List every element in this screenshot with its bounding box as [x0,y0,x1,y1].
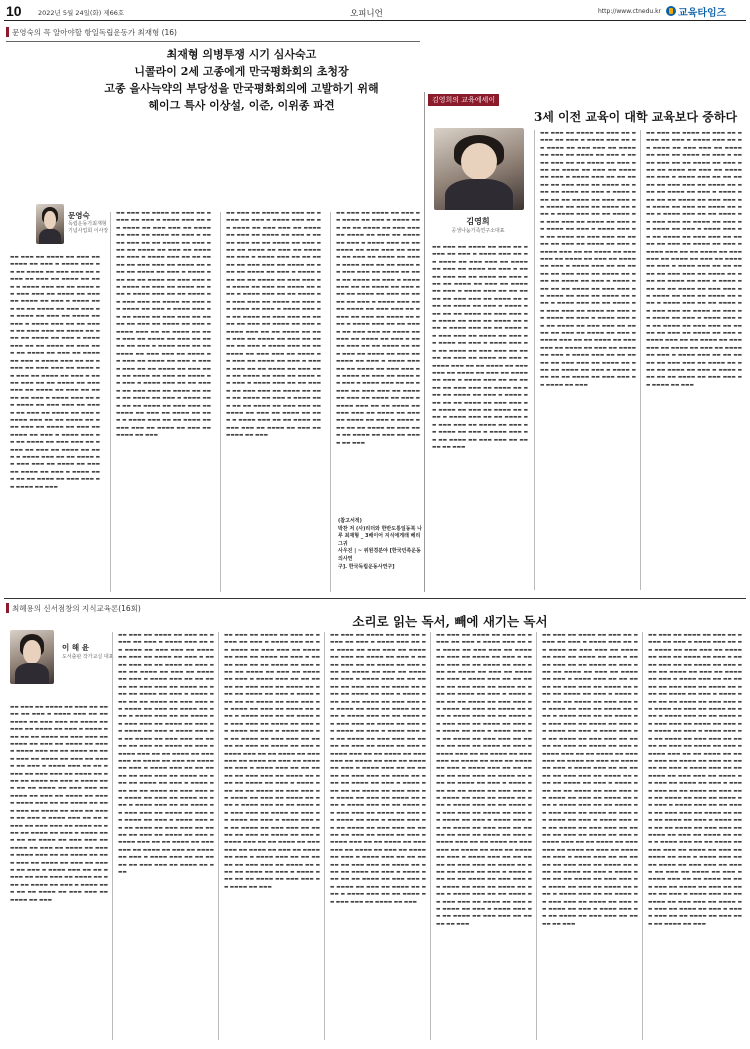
section-rule [4,598,746,599]
author-name: 문영숙 [68,211,90,220]
article-3-body-col-7: ▬▬ ▬▬▬ ▬▬ ▬▬▬▬ ▬▬ ▬▬▬ ▬▬ ▬▬▬▬ ▬▬ ▬▬▬ ▬ ▬▬▬▬ ▬▬▬ ▬▬ ▬▬ ▬▬▬▬ ▬▬ ▬▬▬ ▬▬▬ ▬▬ ▬▬▬▬ ▬▬ ▬▬▬ ▬▬ ▬▬▬▬ ▬▬ ▬▬▬ ▬ ▬▬▬▬ ▬▬▬ ▬▬ ▬▬ ▬▬▬▬ ▬▬ ▬▬▬ ▬▬▬ ▬▬ ▬▬▬▬ ▬▬ ▬▬▬ ▬▬ ▬▬▬▬ ▬▬ ▬▬▬ ▬ ▬▬▬▬ ▬▬▬ ▬▬ ▬▬ ▬▬▬▬ ▬▬ ▬▬▬ ▬▬▬ ▬▬ ▬▬▬▬ ▬▬ ▬▬▬ ▬▬ ▬▬▬▬ ▬▬ ▬▬▬ ▬ ▬▬▬▬ ▬▬▬ ▬▬ ▬▬ ▬▬▬▬ ▬▬ ▬▬▬ ▬▬▬ ▬▬ ▬▬▬▬ ▬▬ ▬▬▬ ▬▬ ▬▬▬▬ ▬▬ ▬▬▬ ▬ ▬▬▬▬ ▬▬▬ ▬▬ ▬▬ ▬▬▬▬ ▬▬ ▬▬▬ ▬▬▬ ▬▬ ▬▬▬▬ ▬▬ ▬▬▬ ▬▬ ▬▬▬▬ ▬▬ ▬▬▬ ▬ ▬▬▬▬ ▬▬▬ ▬▬ ▬▬ ▬▬▬▬ ▬▬ ▬▬▬ ▬▬▬ ▬▬ ▬▬▬▬ ▬▬ ▬▬▬ ▬▬ ▬▬▬▬ ▬▬ ▬▬▬ ▬ ▬▬▬▬ ▬▬▬ ▬▬ ▬▬ ▬▬▬▬ ▬▬ ▬▬▬ ▬▬▬ ▬▬ ▬▬▬▬ ▬▬ ▬▬▬ ▬▬ ▬▬▬▬ ▬▬ ▬▬▬ ▬ ▬▬▬▬ ▬▬▬ ▬▬ ▬▬ ▬▬▬▬ ▬▬ ▬▬▬ ▬▬▬ ▬▬ ▬▬▬▬ ▬▬ ▬▬▬ ▬▬ ▬▬▬▬ ▬▬ ▬▬▬ ▬ ▬▬▬▬ ▬▬▬ ▬▬ ▬▬ ▬▬▬▬ ▬▬ ▬▬▬ ▬▬▬ ▬▬ ▬▬▬▬ ▬▬ ▬▬▬ ▬▬ ▬▬▬▬ ▬▬ ▬▬▬ ▬ ▬▬▬▬ ▬▬▬ ▬▬ ▬▬ ▬▬▬▬ ▬▬ ▬▬▬ ▬▬▬ ▬▬ ▬▬▬▬ ▬▬ ▬▬▬ ▬▬ ▬▬▬▬ ▬▬ ▬▬▬ ▬ ▬▬▬▬ ▬▬▬ ▬▬ ▬▬ ▬▬▬▬ ▬▬ ▬▬▬ ▬▬▬ ▬▬ ▬▬▬▬ ▬▬ ▬▬▬ ▬▬ ▬▬▬▬ ▬▬ ▬▬▬ ▬ ▬▬▬▬ ▬▬▬ ▬▬ ▬▬ ▬▬▬▬ ▬▬ ▬▬▬ ▬▬▬ ▬▬ ▬▬▬▬ ▬▬ ▬▬▬ ▬▬ ▬▬▬▬ ▬▬ ▬▬▬ ▬ ▬▬▬▬ ▬▬▬ ▬▬ ▬▬ ▬▬▬▬ ▬▬ ▬▬▬ ▬▬▬ ▬▬ ▬▬▬▬ ▬▬ ▬▬▬ ▬▬ ▬▬▬▬ ▬▬ ▬▬▬ ▬ ▬▬▬▬ ▬▬▬ ▬▬ ▬▬ ▬▬▬▬ ▬▬ ▬▬▬ ▬▬▬ ▬▬ ▬▬▬▬ ▬▬ ▬▬▬ ▬▬ ▬▬▬▬ ▬▬ ▬▬▬ ▬ ▬▬▬▬ ▬▬▬ ▬▬ ▬▬ ▬▬▬▬ ▬▬ ▬▬▬ ▬▬▬ ▬▬ ▬▬▬▬ ▬▬ ▬▬▬ ▬▬ ▬▬▬▬ ▬▬ ▬▬▬ ▬ ▬▬▬▬ ▬▬▬ ▬▬ ▬▬ ▬▬▬▬ ▬▬ ▬▬▬ ▬▬▬ ▬▬ ▬▬▬▬ ▬▬ ▬▬▬ [648,633,742,927]
kicker-bar [6,603,9,613]
kicker-bar [6,27,9,37]
article-3-body-col-6: ▬▬ ▬▬▬ ▬▬ ▬▬▬▬ ▬▬ ▬▬▬ ▬▬ ▬▬▬▬ ▬▬ ▬▬▬ ▬ ▬▬▬▬ ▬▬▬ ▬▬ ▬▬ ▬▬▬▬ ▬▬ ▬▬▬ ▬▬▬ ▬▬ ▬▬▬▬ ▬▬ ▬▬▬ ▬▬ ▬▬▬▬ ▬▬ ▬▬▬ ▬ ▬▬▬▬ ▬▬▬ ▬▬ ▬▬ ▬▬▬▬ ▬▬ ▬▬▬ ▬▬▬ ▬▬ ▬▬▬▬ ▬▬ ▬▬▬ ▬▬ ▬▬▬▬ ▬▬ ▬▬▬ ▬ ▬▬▬▬ ▬▬▬ ▬▬ ▬▬ ▬▬▬▬ ▬▬ ▬▬▬ ▬▬▬ ▬▬ ▬▬▬▬ ▬▬ ▬▬▬ ▬▬ ▬▬▬▬ ▬▬ ▬▬▬ ▬ ▬▬▬▬ ▬▬▬ ▬▬ ▬▬ ▬▬▬▬ ▬▬ ▬▬▬ ▬▬▬ ▬▬ ▬▬▬▬ ▬▬ ▬▬▬ ▬▬ ▬▬▬▬ ▬▬ ▬▬▬ ▬ ▬▬▬▬ ▬▬▬ ▬▬ ▬▬ ▬▬▬▬ ▬▬ ▬▬▬ ▬▬▬ ▬▬ ▬▬▬▬ ▬▬ ▬▬▬ ▬▬ ▬▬▬▬ ▬▬ ▬▬▬ ▬ ▬▬▬▬ ▬▬▬ ▬▬ ▬▬ ▬▬▬▬ ▬▬ ▬▬▬ ▬▬▬ ▬▬ ▬▬▬▬ ▬▬ ▬▬▬ ▬▬ ▬▬▬▬ ▬▬ ▬▬▬ ▬ ▬▬▬▬ ▬▬▬ ▬▬ ▬▬ ▬▬▬▬ ▬▬ ▬▬▬ ▬▬▬ ▬▬ ▬▬▬▬ ▬▬ ▬▬▬ ▬▬ ▬▬▬▬ ▬▬ ▬▬▬ ▬ ▬▬▬▬ ▬▬▬ ▬▬ ▬▬ ▬▬▬▬ ▬▬ ▬▬▬ ▬▬▬ ▬▬ ▬▬▬▬ ▬▬ ▬▬▬ ▬▬ ▬▬▬▬ ▬▬ ▬▬▬ ▬ ▬▬▬▬ ▬▬▬ ▬▬ ▬▬ ▬▬▬▬ ▬▬ ▬▬▬ ▬▬▬ ▬▬ ▬▬▬▬ ▬▬ ▬▬▬ ▬▬ ▬▬▬▬ ▬▬ ▬▬▬ ▬ ▬▬▬▬ ▬▬▬ ▬▬ ▬▬ ▬▬▬▬ ▬▬ ▬▬▬ ▬▬▬ ▬▬ ▬▬▬▬ ▬▬ ▬▬▬ ▬▬ ▬▬▬▬ ▬▬ ▬▬▬ ▬ ▬▬▬▬ ▬▬▬ ▬▬ ▬▬ ▬▬▬▬ ▬▬ ▬▬▬ ▬▬▬ ▬▬ ▬▬▬▬ ▬▬ ▬▬▬ ▬▬ ▬▬▬▬ ▬▬ ▬▬▬ ▬ ▬▬▬▬ ▬▬▬ ▬▬ ▬▬ ▬▬▬▬ ▬▬ ▬▬▬ ▬▬▬ ▬▬ ▬▬▬▬ ▬▬ ▬▬▬ ▬▬ ▬▬▬▬ ▬▬ ▬▬▬ ▬ ▬▬▬▬ ▬▬▬ ▬▬ ▬▬ ▬▬▬▬ ▬▬ ▬▬▬ ▬▬▬ ▬▬ ▬▬▬▬ ▬▬ ▬▬▬ ▬▬ ▬▬▬▬ ▬▬ ▬▬▬ ▬ ▬▬▬▬ ▬▬▬ ▬▬ ▬▬ ▬▬▬▬ ▬▬ ▬▬▬ ▬▬▬ ▬▬ ▬▬▬▬ ▬▬ ▬▬▬ ▬▬ ▬▬▬▬ ▬▬ ▬▬▬ ▬ ▬▬▬▬ ▬▬▬ ▬▬ ▬▬ ▬▬▬▬ ▬▬ ▬▬▬ ▬▬▬ ▬▬ ▬▬▬▬ ▬▬ ▬▬▬ ▬▬ ▬▬▬▬ ▬▬ ▬▬▬ ▬ ▬▬▬▬ ▬▬▬ ▬▬ ▬▬ ▬▬▬▬ ▬▬ ▬▬▬ ▬▬▬ ▬▬ ▬▬▬▬ ▬▬ ▬▬▬ [542,633,638,927]
article-2-kicker: 김영희의 교육에세이 [428,94,499,106]
article-1-body-col-4: ▬▬ ▬▬▬ ▬▬ ▬▬▬▬ ▬▬ ▬▬▬ ▬▬ ▬▬▬▬ ▬▬ ▬▬▬ ▬ ▬▬▬▬ ▬▬▬ ▬▬ ▬▬ ▬▬▬▬ ▬▬ ▬▬▬ ▬▬▬ ▬▬ ▬▬▬▬ ▬▬ ▬▬▬ ▬▬ ▬▬▬▬ ▬▬ ▬▬▬ ▬ ▬▬▬▬ ▬▬▬ ▬▬ ▬▬ ▬▬▬▬ ▬▬ ▬▬▬ ▬▬▬ ▬▬ ▬▬▬▬ ▬▬ ▬▬▬ ▬▬ ▬▬▬▬ ▬▬ ▬▬▬ ▬ ▬▬▬▬ ▬▬▬ ▬▬ ▬▬ ▬▬▬▬ ▬▬ ▬▬▬ ▬▬▬ ▬▬ ▬▬▬▬ ▬▬ ▬▬▬ ▬▬ ▬▬▬▬ ▬▬ ▬▬▬ ▬ ▬▬▬▬ ▬▬▬ ▬▬ ▬▬ ▬▬▬▬ ▬▬ ▬▬▬ ▬▬▬ ▬▬ ▬▬▬▬ ▬▬ ▬▬▬ ▬▬ ▬▬▬▬ ▬▬ ▬▬▬ ▬ ▬▬▬▬ ▬▬▬ ▬▬ ▬▬ ▬▬▬▬ ▬▬ ▬▬▬ ▬▬▬ ▬▬ ▬▬▬▬ ▬▬ ▬▬▬ ▬▬ ▬▬▬▬ ▬▬ ▬▬▬ ▬ ▬▬▬▬ ▬▬▬ ▬▬ ▬▬ ▬▬▬▬ ▬▬ ▬▬▬ ▬▬▬ ▬▬ ▬▬▬▬ ▬▬ ▬▬▬ ▬▬ ▬▬▬▬ ▬▬ ▬▬▬ ▬ ▬▬▬▬ ▬▬▬ ▬▬ ▬▬ ▬▬▬▬ ▬▬ ▬▬▬ ▬▬▬ ▬▬ ▬▬▬▬ ▬▬ ▬▬▬ ▬▬ ▬▬▬▬ ▬▬ ▬▬▬ ▬ ▬▬▬▬ ▬▬▬ ▬▬ ▬▬ ▬▬▬▬ ▬▬ ▬▬▬ ▬▬▬ ▬▬ ▬▬▬▬ ▬▬ ▬▬▬ ▬▬ ▬▬▬▬ ▬▬ ▬▬▬ ▬ ▬▬▬▬ ▬▬▬ ▬▬ ▬▬ ▬▬▬▬ ▬▬ ▬▬▬ ▬▬▬ ▬▬ ▬▬▬▬ ▬▬ ▬▬▬ ▬▬ ▬▬▬▬ ▬▬ ▬▬▬ ▬ ▬▬▬▬ ▬▬▬ ▬▬ ▬▬ ▬▬▬▬ ▬▬ ▬▬▬ ▬▬▬ ▬▬ ▬▬▬▬ ▬▬ ▬▬▬ ▬▬ ▬▬▬▬ ▬▬ ▬▬▬ ▬ ▬▬▬▬ ▬▬▬ ▬▬ ▬▬ ▬▬▬▬ ▬▬ ▬▬▬ ▬▬▬ ▬▬ ▬▬▬▬ ▬▬ ▬▬▬ ▬▬ ▬▬▬▬ ▬▬ ▬▬▬ [336,211,420,446]
author-name: 이 해 윤 [62,643,89,652]
article-1-body-col-3: ▬▬ ▬▬▬ ▬▬ ▬▬▬▬ ▬▬ ▬▬▬ ▬▬ ▬▬▬▬ ▬▬ ▬▬▬ ▬ ▬▬▬▬ ▬▬▬ ▬▬ ▬▬ ▬▬▬▬ ▬▬ ▬▬▬ ▬▬▬ ▬▬ ▬▬▬▬ ▬▬ ▬▬▬ ▬▬ ▬▬▬▬ ▬▬ ▬▬▬ ▬ ▬▬▬▬ ▬▬▬ ▬▬ ▬▬ ▬▬▬▬ ▬▬ ▬▬▬ ▬▬▬ ▬▬ ▬▬▬▬ ▬▬ ▬▬▬ ▬▬ ▬▬▬▬ ▬▬ ▬▬▬ ▬ ▬▬▬▬ ▬▬▬ ▬▬ ▬▬ ▬▬▬▬ ▬▬ ▬▬▬ ▬▬▬ ▬▬ ▬▬▬▬ ▬▬ ▬▬▬ ▬▬ ▬▬▬▬ ▬▬ ▬▬▬ ▬ ▬▬▬▬ ▬▬▬ ▬▬ ▬▬ ▬▬▬▬ ▬▬ ▬▬▬ ▬▬▬ ▬▬ ▬▬▬▬ ▬▬ ▬▬▬ ▬▬ ▬▬▬▬ ▬▬ ▬▬▬ ▬ ▬▬▬▬ ▬▬▬ ▬▬ ▬▬ ▬▬▬▬ ▬▬ ▬▬▬ ▬▬▬ ▬▬ ▬▬▬▬ ▬▬ ▬▬▬ ▬▬ ▬▬▬▬ ▬▬ ▬▬▬ ▬ ▬▬▬▬ ▬▬▬ ▬▬ ▬▬ ▬▬▬▬ ▬▬ ▬▬▬ ▬▬▬ ▬▬ ▬▬▬▬ ▬▬ ▬▬▬ ▬▬ ▬▬▬▬ ▬▬ ▬▬▬ ▬ ▬▬▬▬ ▬▬▬ ▬▬ ▬▬ ▬▬▬▬ ▬▬ ▬▬▬ ▬▬▬ ▬▬ ▬▬▬▬ ▬▬ ▬▬▬ ▬▬ ▬▬▬▬ ▬▬ ▬▬▬ ▬ ▬▬▬▬ ▬▬▬ ▬▬ ▬▬ ▬▬▬▬ ▬▬ ▬▬▬ ▬▬▬ ▬▬ ▬▬▬▬ ▬▬ ▬▬▬ ▬▬ ▬▬▬▬ ▬▬ ▬▬▬ ▬ ▬▬▬▬ ▬▬▬ ▬▬ ▬▬ ▬▬▬▬ ▬▬ ▬▬▬ ▬▬▬ ▬▬ ▬▬▬▬ ▬▬ ▬▬▬ ▬▬ ▬▬▬▬ ▬▬ ▬▬▬ ▬ ▬▬▬▬ ▬▬▬ ▬▬ ▬▬ ▬▬▬▬ ▬▬ ▬▬▬ ▬▬▬ ▬▬ ▬▬▬▬ ▬▬ ▬▬▬ ▬▬ ▬▬▬▬ ▬▬ ▬▬▬ ▬ ▬▬▬▬ ▬▬▬ ▬▬ ▬▬ ▬▬▬▬ ▬▬ ▬▬▬ ▬▬▬ ▬▬ ▬▬▬▬ ▬▬ ▬▬▬ ▬▬ ▬▬▬▬ ▬▬ ▬▬▬ ▬ ▬▬▬▬ ▬▬▬ ▬▬ ▬▬ ▬▬▬▬ ▬▬ ▬▬▬ ▬▬▬ ▬▬ ▬▬▬▬ ▬▬ ▬▬▬ ▬▬ ▬▬▬▬ ▬▬ ▬▬▬ [226,211,321,439]
author-title: 독립운동가최재형 기념사업회 이사장 [68,221,109,234]
article-1-kicker: 문영숙의 꼭 알아야할 항일독립운동가 최재형 (16) [12,28,177,37]
site-url[interactable]: http://www.ctnedu.kr [598,8,662,15]
article-3-kicker: 최혜용의 신서점창의 지식교육론(16회) [12,604,141,613]
logo [666,4,726,18]
headline-line-3: 고종 을사늑약의 부당성을 만국평화회의에 고발하기 위해 [104,82,379,95]
article-2-body-col-1: ▬▬ ▬▬▬ ▬▬ ▬▬▬▬ ▬▬ ▬▬▬ ▬▬ ▬▬▬▬ ▬▬ ▬▬▬ ▬ ▬▬▬▬ ▬▬▬ ▬▬ ▬▬ ▬▬▬▬ ▬▬ ▬▬▬ ▬▬▬ ▬▬ ▬▬▬▬ ▬▬ ▬▬▬ ▬▬ ▬▬▬▬ ▬▬ ▬▬▬ ▬ ▬▬▬▬ ▬▬▬ ▬▬ ▬▬ ▬▬▬▬ ▬▬ ▬▬▬ ▬▬▬ ▬▬ ▬▬▬▬ ▬▬ ▬▬▬ ▬▬ ▬▬▬▬ ▬▬ ▬▬▬ ▬ ▬▬▬▬ ▬▬▬ ▬▬ ▬▬ ▬▬▬▬ ▬▬ ▬▬▬ ▬▬▬ ▬▬ ▬▬▬▬ ▬▬ ▬▬▬ ▬▬ ▬▬▬▬ ▬▬ ▬▬▬ ▬ ▬▬▬▬ ▬▬▬ ▬▬ ▬▬ ▬▬▬▬ ▬▬ ▬▬▬ ▬▬▬ ▬▬ ▬▬▬▬ ▬▬ ▬▬▬ ▬▬ ▬▬▬▬ ▬▬ ▬▬▬ ▬ ▬▬▬▬ ▬▬▬ ▬▬ ▬▬ ▬▬▬▬ ▬▬ ▬▬▬ ▬▬▬ ▬▬ ▬▬▬▬ ▬▬ ▬▬▬ ▬▬ ▬▬▬▬ ▬▬ ▬▬▬ ▬ ▬▬▬▬ ▬▬▬ ▬▬ ▬▬ ▬▬▬▬ ▬▬ ▬▬▬ ▬▬▬ ▬▬ ▬▬▬▬ ▬▬ ▬▬▬ ▬▬ ▬▬▬▬ ▬▬ ▬▬▬ ▬ ▬▬▬▬ ▬▬▬ ▬▬ ▬▬ ▬▬▬▬ ▬▬ ▬▬▬ ▬▬▬ ▬▬ ▬▬▬▬ ▬▬ ▬▬▬ ▬▬ ▬▬▬▬ ▬▬ ▬▬▬ ▬ ▬▬▬▬ ▬▬▬ ▬▬ ▬▬ ▬▬▬▬ ▬▬ ▬▬▬ ▬▬▬ ▬▬ ▬▬▬▬ ▬▬ ▬▬▬ ▬▬ ▬▬▬▬ ▬▬ ▬▬▬ ▬ ▬▬▬▬ ▬▬▬ ▬▬ ▬▬ ▬▬▬▬ ▬▬ ▬▬▬ ▬▬▬ ▬▬ ▬▬▬▬ ▬▬ ▬▬▬ ▬▬ ▬▬▬▬ ▬▬ ▬▬▬ ▬ ▬▬▬▬ ▬▬▬ ▬▬ ▬▬ ▬▬▬▬ ▬▬ ▬▬▬ ▬▬▬ ▬▬ ▬▬▬▬ ▬▬ ▬▬▬ ▬▬ ▬▬▬▬ ▬▬ ▬▬▬ ▬ ▬▬▬▬ ▬▬▬ ▬▬ ▬▬ ▬▬▬▬ ▬▬ ▬▬▬ ▬▬▬ ▬▬ ▬▬▬▬ ▬▬ ▬▬▬ [432,245,528,450]
logo-mark-icon [666,6,676,16]
article-3-body-col-5: ▬▬ ▬▬▬ ▬▬ ▬▬▬▬ ▬▬ ▬▬▬ ▬▬ ▬▬▬▬ ▬▬ ▬▬▬ ▬ ▬▬▬▬ ▬▬▬ ▬▬ ▬▬ ▬▬▬▬ ▬▬ ▬▬▬ ▬▬▬ ▬▬ ▬▬▬▬ ▬▬ ▬▬▬ ▬▬ ▬▬▬▬ ▬▬ ▬▬▬ ▬ ▬▬▬▬ ▬▬▬ ▬▬ ▬▬ ▬▬▬▬ ▬▬ ▬▬▬ ▬▬▬ ▬▬ ▬▬▬▬ ▬▬ ▬▬▬ ▬▬ ▬▬▬▬ ▬▬ ▬▬▬ ▬ ▬▬▬▬ ▬▬▬ ▬▬ ▬▬ ▬▬▬▬ ▬▬ ▬▬▬ ▬▬▬ ▬▬ ▬▬▬▬ ▬▬ ▬▬▬ ▬▬ ▬▬▬▬ ▬▬ ▬▬▬ ▬ ▬▬▬▬ ▬▬▬ ▬▬ ▬▬ ▬▬▬▬ ▬▬ ▬▬▬ ▬▬▬ ▬▬ ▬▬▬▬ ▬▬ ▬▬▬ ▬▬ ▬▬▬▬ ▬▬ ▬▬▬ ▬ ▬▬▬▬ ▬▬▬ ▬▬ ▬▬ ▬▬▬▬ ▬▬ ▬▬▬ ▬▬▬ ▬▬ ▬▬▬▬ ▬▬ ▬▬▬ ▬▬ ▬▬▬▬ ▬▬ ▬▬▬ ▬ ▬▬▬▬ ▬▬▬ ▬▬ ▬▬ ▬▬▬▬ ▬▬ ▬▬▬ ▬▬▬ ▬▬ ▬▬▬▬ ▬▬ ▬▬▬ ▬▬ ▬▬▬▬ ▬▬ ▬▬▬ ▬ ▬▬▬▬ ▬▬▬ ▬▬ ▬▬ ▬▬▬▬ ▬▬ ▬▬▬ ▬▬▬ ▬▬ ▬▬▬▬ ▬▬ ▬▬▬ ▬▬ ▬▬▬▬ ▬▬ ▬▬▬ ▬ ▬▬▬▬ ▬▬▬ ▬▬ ▬▬ ▬▬▬▬ ▬▬ ▬▬▬ ▬▬▬ ▬▬ ▬▬▬▬ ▬▬ ▬▬▬ ▬▬ ▬▬▬▬ ▬▬ ▬▬▬ ▬ ▬▬▬▬ ▬▬▬ ▬▬ ▬▬ ▬▬▬▬ ▬▬ ▬▬▬ ▬▬▬ ▬▬ ▬▬▬▬ ▬▬ ▬▬▬ ▬▬ ▬▬▬▬ ▬▬ ▬▬▬ ▬ ▬▬▬▬ ▬▬▬ ▬▬ ▬▬ ▬▬▬▬ ▬▬ ▬▬▬ ▬▬▬ ▬▬ ▬▬▬▬ ▬▬ ▬▬▬ ▬▬ ▬▬▬▬ ▬▬ ▬▬▬ ▬ ▬▬▬▬ ▬▬▬ ▬▬ ▬▬ ▬▬▬▬ ▬▬ ▬▬▬ ▬▬▬ ▬▬ ▬▬▬▬ ▬▬ ▬▬▬ ▬▬ ▬▬▬▬ ▬▬ ▬▬▬ ▬ ▬▬▬▬ ▬▬▬ ▬▬ ▬▬ ▬▬▬▬ ▬▬ ▬▬▬ ▬▬▬ ▬▬ ▬▬▬▬ ▬▬ ▬▬▬ ▬▬ ▬▬▬▬ ▬▬ ▬▬▬ ▬ ▬▬▬▬ ▬▬▬ ▬▬ ▬▬ ▬▬▬▬ ▬▬ ▬▬▬ ▬▬▬ ▬▬ ▬▬▬▬ ▬▬ ▬▬▬ ▬▬ ▬▬▬▬ ▬▬ ▬▬▬ ▬ ▬▬▬▬ ▬▬▬ ▬▬ ▬▬ ▬▬▬▬ ▬▬ ▬▬▬ ▬▬▬ ▬▬ ▬▬▬▬ ▬▬ ▬▬▬ ▬▬ ▬▬▬▬ ▬▬ ▬▬▬ ▬ ▬▬▬▬ ▬▬▬ ▬▬ ▬▬ ▬▬▬▬ ▬▬ ▬▬▬ ▬▬▬ ▬▬ ▬▬▬▬ ▬▬ ▬▬▬ ▬▬ ▬▬▬▬ ▬▬ ▬▬▬ ▬ ▬▬▬▬ ▬▬▬ ▬▬ ▬▬ ▬▬▬▬ ▬▬ ▬▬▬ ▬▬▬ ▬▬ ▬▬▬▬ ▬▬ ▬▬▬ [436,633,532,927]
section-divider [424,92,425,592]
author-photo [10,630,54,684]
article-1-body-col-2: ▬▬ ▬▬▬ ▬▬ ▬▬▬▬ ▬▬ ▬▬▬ ▬▬ ▬▬▬▬ ▬▬ ▬▬▬ ▬ ▬▬▬▬ ▬▬▬ ▬▬ ▬▬ ▬▬▬▬ ▬▬ ▬▬▬ ▬▬▬ ▬▬ ▬▬▬▬ ▬▬ ▬▬▬ ▬▬ ▬▬▬▬ ▬▬ ▬▬▬ ▬ ▬▬▬▬ ▬▬▬ ▬▬ ▬▬ ▬▬▬▬ ▬▬ ▬▬▬ ▬▬▬ ▬▬ ▬▬▬▬ ▬▬ ▬▬▬ ▬▬ ▬▬▬▬ ▬▬ ▬▬▬ ▬ ▬▬▬▬ ▬▬▬ ▬▬ ▬▬ ▬▬▬▬ ▬▬ ▬▬▬ ▬▬▬ ▬▬ ▬▬▬▬ ▬▬ ▬▬▬ ▬▬ ▬▬▬▬ ▬▬ ▬▬▬ ▬ ▬▬▬▬ ▬▬▬ ▬▬ ▬▬ ▬▬▬▬ ▬▬ ▬▬▬ ▬▬▬ ▬▬ ▬▬▬▬ ▬▬ ▬▬▬ ▬▬ ▬▬▬▬ ▬▬ ▬▬▬ ▬ ▬▬▬▬ ▬▬▬ ▬▬ ▬▬ ▬▬▬▬ ▬▬ ▬▬▬ ▬▬▬ ▬▬ ▬▬▬▬ ▬▬ ▬▬▬ ▬▬ ▬▬▬▬ ▬▬ ▬▬▬ ▬ ▬▬▬▬ ▬▬▬ ▬▬ ▬▬ ▬▬▬▬ ▬▬ ▬▬▬ ▬▬▬ ▬▬ ▬▬▬▬ ▬▬ ▬▬▬ ▬▬ ▬▬▬▬ ▬▬ ▬▬▬ ▬ ▬▬▬▬ ▬▬▬ ▬▬ ▬▬ ▬▬▬▬ ▬▬ ▬▬▬ ▬▬▬ ▬▬ ▬▬▬▬ ▬▬ ▬▬▬ ▬▬ ▬▬▬▬ ▬▬ ▬▬▬ ▬ ▬▬▬▬ ▬▬▬ ▬▬ ▬▬ ▬▬▬▬ ▬▬ ▬▬▬ ▬▬▬ ▬▬ ▬▬▬▬ ▬▬ ▬▬▬ ▬▬ ▬▬▬▬ ▬▬ ▬▬▬ ▬ ▬▬▬▬ ▬▬▬ ▬▬ ▬▬ ▬▬▬▬ ▬▬ ▬▬▬ ▬▬▬ ▬▬ ▬▬▬▬ ▬▬ ▬▬▬ ▬▬ ▬▬▬▬ ▬▬ ▬▬▬ ▬ ▬▬▬▬ ▬▬▬ ▬▬ ▬▬ ▬▬▬▬ ▬▬ ▬▬▬ ▬▬▬ ▬▬ ▬▬▬▬ ▬▬ ▬▬▬ ▬▬ ▬▬▬▬ ▬▬ ▬▬▬ ▬ ▬▬▬▬ ▬▬▬ ▬▬ ▬▬ ▬▬▬▬ ▬▬ ▬▬▬ ▬▬▬ ▬▬ ▬▬▬▬ ▬▬ ▬▬▬ ▬▬ ▬▬▬▬ ▬▬ ▬▬▬ ▬ ▬▬▬▬ ▬▬▬ ▬▬ ▬▬ ▬▬▬▬ ▬▬ ▬▬▬ ▬▬▬ ▬▬ ▬▬▬▬ ▬▬ ▬▬▬ ▬▬ ▬▬▬▬ ▬▬ ▬▬▬ [116,211,211,439]
author-title: 도서출판 작가교실 대표 [62,654,114,660]
article-3-body-col-1: ▬▬ ▬▬▬ ▬▬ ▬▬▬▬ ▬▬ ▬▬▬ ▬▬ ▬▬▬▬ ▬▬ ▬▬▬ ▬ ▬▬▬▬ ▬▬▬ ▬▬ ▬▬ ▬▬▬▬ ▬▬ ▬▬▬ ▬▬▬ ▬▬ ▬▬▬▬ ▬▬ ▬▬▬ ▬▬ ▬▬▬▬ ▬▬ ▬▬▬ ▬ ▬▬▬▬ ▬▬▬ ▬▬ ▬▬ ▬▬▬▬ ▬▬ ▬▬▬ ▬▬▬ ▬▬ ▬▬▬▬ ▬▬ ▬▬▬ ▬▬ ▬▬▬▬ ▬▬ ▬▬▬ ▬ ▬▬▬▬ ▬▬▬ ▬▬ ▬▬ ▬▬▬▬ ▬▬ ▬▬▬ ▬▬▬ ▬▬ ▬▬▬▬ ▬▬ ▬▬▬ ▬▬ ▬▬▬▬ ▬▬ ▬▬▬ ▬ ▬▬▬▬ ▬▬▬ ▬▬ ▬▬ ▬▬▬▬ ▬▬ ▬▬▬ ▬▬▬ ▬▬ ▬▬▬▬ ▬▬ ▬▬▬ ▬▬ ▬▬▬▬ ▬▬ ▬▬▬ ▬ ▬▬▬▬ ▬▬▬ ▬▬ ▬▬ ▬▬▬▬ ▬▬ ▬▬▬ ▬▬▬ ▬▬ ▬▬▬▬ ▬▬ ▬▬▬ ▬▬ ▬▬▬▬ ▬▬ ▬▬▬ ▬ ▬▬▬▬ ▬▬▬ ▬▬ ▬▬ ▬▬▬▬ ▬▬ ▬▬▬ ▬▬▬ ▬▬ ▬▬▬▬ ▬▬ ▬▬▬ ▬▬ ▬▬▬▬ ▬▬ ▬▬▬ ▬ ▬▬▬▬ ▬▬▬ ▬▬ ▬▬ ▬▬▬▬ ▬▬ ▬▬▬ ▬▬▬ ▬▬ ▬▬▬▬ ▬▬ ▬▬▬ ▬▬ ▬▬▬▬ ▬▬ ▬▬▬ ▬ ▬▬▬▬ ▬▬▬ ▬▬ ▬▬ ▬▬▬▬ ▬▬ ▬▬▬ ▬▬▬ ▬▬ ▬▬▬▬ ▬▬ ▬▬▬ ▬▬ ▬▬▬▬ ▬▬ ▬▬▬ ▬ ▬▬▬▬ ▬▬▬ ▬▬ ▬▬ ▬▬▬▬ ▬▬ ▬▬▬ ▬▬▬ ▬▬ ▬▬▬▬ ▬▬ ▬▬▬ ▬▬ ▬▬▬▬ ▬▬ ▬▬▬ ▬ ▬▬▬▬ ▬▬▬ ▬▬ ▬▬ ▬▬▬▬ ▬▬ ▬▬▬ ▬▬▬ ▬▬ ▬▬▬▬ ▬▬ ▬▬▬ ▬▬ ▬▬▬▬ ▬▬ ▬▬▬ ▬ ▬▬▬▬ ▬▬▬ ▬▬ ▬▬ ▬▬▬▬ ▬▬ ▬▬▬ ▬▬▬ ▬▬ ▬▬▬▬ ▬▬ ▬▬▬ [10,705,108,903]
article-2-body-col-3: ▬▬ ▬▬▬ ▬▬ ▬▬▬▬ ▬▬ ▬▬▬ ▬▬ ▬▬▬▬ ▬▬ ▬▬▬ ▬ ▬▬▬▬ ▬▬▬ ▬▬ ▬▬ ▬▬▬▬ ▬▬ ▬▬▬ ▬▬▬ ▬▬ ▬▬▬▬ ▬▬ ▬▬▬ ▬▬ ▬▬▬▬ ▬▬ ▬▬▬ ▬ ▬▬▬▬ ▬▬▬ ▬▬ ▬▬ ▬▬▬▬ ▬▬ ▬▬▬ ▬▬▬ ▬▬ ▬▬▬▬ ▬▬ ▬▬▬ ▬▬ ▬▬▬▬ ▬▬ ▬▬▬ ▬ ▬▬▬▬ ▬▬▬ ▬▬ ▬▬ ▬▬▬▬ ▬▬ ▬▬▬ ▬▬▬ ▬▬ ▬▬▬▬ ▬▬ ▬▬▬ ▬▬ ▬▬▬▬ ▬▬ ▬▬▬ ▬ ▬▬▬▬ ▬▬▬ ▬▬ ▬▬ ▬▬▬▬ ▬▬ ▬▬▬ ▬▬▬ ▬▬ ▬▬▬▬ ▬▬ ▬▬▬ ▬▬ ▬▬▬▬ ▬▬ ▬▬▬ ▬ ▬▬▬▬ ▬▬▬ ▬▬ ▬▬ ▬▬▬▬ ▬▬ ▬▬▬ ▬▬▬ ▬▬ ▬▬▬▬ ▬▬ ▬▬▬ ▬▬ ▬▬▬▬ ▬▬ ▬▬▬ ▬ ▬▬▬▬ ▬▬▬ ▬▬ ▬▬ ▬▬▬▬ ▬▬ ▬▬▬ ▬▬▬ ▬▬ ▬▬▬▬ ▬▬ ▬▬▬ ▬▬ ▬▬▬▬ ▬▬ ▬▬▬ ▬ ▬▬▬▬ ▬▬▬ ▬▬ ▬▬ ▬▬▬▬ ▬▬ ▬▬▬ ▬▬▬ ▬▬ ▬▬▬▬ ▬▬ ▬▬▬ ▬▬ ▬▬▬▬ ▬▬ ▬▬▬ ▬ ▬▬▬▬ ▬▬▬ ▬▬ ▬▬ ▬▬▬▬ ▬▬ ▬▬▬ ▬▬▬ ▬▬ ▬▬▬▬ ▬▬ ▬▬▬ ▬▬ ▬▬▬▬ ▬▬ ▬▬▬ ▬ ▬▬▬▬ ▬▬▬ ▬▬ ▬▬ ▬▬▬▬ ▬▬ ▬▬▬ ▬▬▬ ▬▬ ▬▬▬▬ ▬▬ ▬▬▬ ▬▬ ▬▬▬▬ ▬▬ ▬▬▬ ▬ ▬▬▬▬ ▬▬▬ ▬▬ ▬▬ ▬▬▬▬ ▬▬ ▬▬▬ ▬▬▬ ▬▬ ▬▬▬▬ ▬▬ ▬▬▬ ▬▬ ▬▬▬▬ ▬▬ ▬▬▬ ▬ ▬▬▬▬ ▬▬▬ ▬▬ ▬▬ ▬▬▬▬ ▬▬ ▬▬▬ ▬▬▬ ▬▬ ▬▬▬▬ ▬▬ ▬▬▬ ▬▬ ▬▬▬▬ ▬▬ ▬▬▬ ▬ ▬▬▬▬ ▬▬▬ ▬▬ ▬▬ ▬▬▬▬ ▬▬ ▬▬▬ ▬▬▬ ▬▬ ▬▬▬▬ ▬▬ ▬▬▬ ▬▬ ▬▬▬▬ ▬▬ ▬▬▬ ▬ ▬▬▬▬ ▬▬▬ ▬▬ ▬▬ ▬▬▬▬ ▬▬ ▬▬▬ ▬▬▬ ▬▬ ▬▬▬▬ ▬▬ ▬▬▬ ▬▬ ▬▬▬▬ ▬▬ ▬▬▬ ▬ ▬▬▬▬ ▬▬▬ ▬▬ ▬▬ ▬▬▬▬ ▬▬ ▬▬▬ ▬▬▬ ▬▬ ▬▬▬▬ ▬▬ ▬▬▬ [646,131,742,388]
headline-line-4: 헤이그 특사 이상설, 이준, 이위종 파견 [148,99,335,112]
headline-line-2: 니콜라이 2세 고종에게 만국평화회의 초청장 [134,65,349,78]
article-3-body-col-3: ▬▬ ▬▬▬ ▬▬ ▬▬▬▬ ▬▬ ▬▬▬ ▬▬ ▬▬▬▬ ▬▬ ▬▬▬ ▬ ▬▬▬▬ ▬▬▬ ▬▬ ▬▬ ▬▬▬▬ ▬▬ ▬▬▬ ▬▬▬ ▬▬ ▬▬▬▬ ▬▬ ▬▬▬ ▬▬ ▬▬▬▬ ▬▬ ▬▬▬ ▬ ▬▬▬▬ ▬▬▬ ▬▬ ▬▬ ▬▬▬▬ ▬▬ ▬▬▬ ▬▬▬ ▬▬ ▬▬▬▬ ▬▬ ▬▬▬ ▬▬ ▬▬▬▬ ▬▬ ▬▬▬ ▬ ▬▬▬▬ ▬▬▬ ▬▬ ▬▬ ▬▬▬▬ ▬▬ ▬▬▬ ▬▬▬ ▬▬ ▬▬▬▬ ▬▬ ▬▬▬ ▬▬ ▬▬▬▬ ▬▬ ▬▬▬ ▬ ▬▬▬▬ ▬▬▬ ▬▬ ▬▬ ▬▬▬▬ ▬▬ ▬▬▬ ▬▬▬ ▬▬ ▬▬▬▬ ▬▬ ▬▬▬ ▬▬ ▬▬▬▬ ▬▬ ▬▬▬ ▬ ▬▬▬▬ ▬▬▬ ▬▬ ▬▬ ▬▬▬▬ ▬▬ ▬▬▬ ▬▬▬ ▬▬ ▬▬▬▬ ▬▬ ▬▬▬ ▬▬ ▬▬▬▬ ▬▬ ▬▬▬ ▬ ▬▬▬▬ ▬▬▬ ▬▬ ▬▬ ▬▬▬▬ ▬▬ ▬▬▬ ▬▬▬ ▬▬ ▬▬▬▬ ▬▬ ▬▬▬ ▬▬ ▬▬▬▬ ▬▬ ▬▬▬ ▬ ▬▬▬▬ ▬▬▬ ▬▬ ▬▬ ▬▬▬▬ ▬▬ ▬▬▬ ▬▬▬ ▬▬ ▬▬▬▬ ▬▬ ▬▬▬ ▬▬ ▬▬▬▬ ▬▬ ▬▬▬ ▬ ▬▬▬▬ ▬▬▬ ▬▬ ▬▬ ▬▬▬▬ ▬▬ ▬▬▬ ▬▬▬ ▬▬ ▬▬▬▬ ▬▬ ▬▬▬ ▬▬ ▬▬▬▬ ▬▬ ▬▬▬ ▬ ▬▬▬▬ ▬▬▬ ▬▬ ▬▬ ▬▬▬▬ ▬▬ ▬▬▬ ▬▬▬ ▬▬ ▬▬▬▬ ▬▬ ▬▬▬ ▬▬ ▬▬▬▬ ▬▬ ▬▬▬ ▬ ▬▬▬▬ ▬▬▬ ▬▬ ▬▬ ▬▬▬▬ ▬▬ ▬▬▬ ▬▬▬ ▬▬ ▬▬▬▬ ▬▬ ▬▬▬ ▬▬ ▬▬▬▬ ▬▬ ▬▬▬ ▬ ▬▬▬▬ ▬▬▬ ▬▬ ▬▬ ▬▬▬▬ ▬▬ ▬▬▬ ▬▬▬ ▬▬ ▬▬▬▬ ▬▬ ▬▬▬ ▬▬ ▬▬▬▬ ▬▬ ▬▬▬ ▬ ▬▬▬▬ ▬▬▬ ▬▬ ▬▬ ▬▬▬▬ ▬▬ ▬▬▬ ▬▬▬ ▬▬ ▬▬▬▬ ▬▬ ▬▬▬ ▬▬ ▬▬▬▬ ▬▬ ▬▬▬ ▬ ▬▬▬▬ ▬▬▬ ▬▬ ▬▬ ▬▬▬▬ ▬▬ ▬▬▬ ▬▬▬ ▬▬ ▬▬▬▬ ▬▬ ▬▬▬ ▬▬ ▬▬▬▬ ▬▬ ▬▬▬ ▬ ▬▬▬▬ ▬▬▬ ▬▬ ▬▬ ▬▬▬▬ ▬▬ ▬▬▬ ▬▬▬ ▬▬ ▬▬▬▬ ▬▬ ▬▬▬ [224,633,320,890]
logo-text: 교육타임즈 [678,7,727,19]
headline-line-1: 최재형 의병투쟁 시기 심사숙고 [166,48,317,61]
page-number: 10 [6,3,22,19]
section-name: 오피니언 [350,9,383,19]
article-2 [428,90,746,595]
author-photo [434,128,524,210]
article-3-headline: 소리로 읽는 독서, 빼에 새기는 독서 [352,614,548,629]
article-3 [4,600,746,1045]
author-photo [36,204,64,244]
article-3-body-col-2: ▬▬ ▬▬▬ ▬▬ ▬▬▬▬ ▬▬ ▬▬▬ ▬▬ ▬▬▬▬ ▬▬ ▬▬▬ ▬ ▬▬▬▬ ▬▬▬ ▬▬ ▬▬ ▬▬▬▬ ▬▬ ▬▬▬ ▬▬▬ ▬▬ ▬▬▬▬ ▬▬ ▬▬▬ ▬▬ ▬▬▬▬ ▬▬ ▬▬▬ ▬ ▬▬▬▬ ▬▬▬ ▬▬ ▬▬ ▬▬▬▬ ▬▬ ▬▬▬ ▬▬▬ ▬▬ ▬▬▬▬ ▬▬ ▬▬▬ ▬▬ ▬▬▬▬ ▬▬ ▬▬▬ ▬ ▬▬▬▬ ▬▬▬ ▬▬ ▬▬ ▬▬▬▬ ▬▬ ▬▬▬ ▬▬▬ ▬▬ ▬▬▬▬ ▬▬ ▬▬▬ ▬▬ ▬▬▬▬ ▬▬ ▬▬▬ ▬ ▬▬▬▬ ▬▬▬ ▬▬ ▬▬ ▬▬▬▬ ▬▬ ▬▬▬ ▬▬▬ ▬▬ ▬▬▬▬ ▬▬ ▬▬▬ ▬▬ ▬▬▬▬ ▬▬ ▬▬▬ ▬ ▬▬▬▬ ▬▬▬ ▬▬ ▬▬ ▬▬▬▬ ▬▬ ▬▬▬ ▬▬▬ ▬▬ ▬▬▬▬ ▬▬ ▬▬▬ ▬▬ ▬▬▬▬ ▬▬ ▬▬▬ ▬ ▬▬▬▬ ▬▬▬ ▬▬ ▬▬ ▬▬▬▬ ▬▬ ▬▬▬ ▬▬▬ ▬▬ ▬▬▬▬ ▬▬ ▬▬▬ ▬▬ ▬▬▬▬ ▬▬ ▬▬▬ ▬ ▬▬▬▬ ▬▬▬ ▬▬ ▬▬ ▬▬▬▬ ▬▬ ▬▬▬ ▬▬▬ ▬▬ ▬▬▬▬ ▬▬ ▬▬▬ ▬▬ ▬▬▬▬ ▬▬ ▬▬▬ ▬ ▬▬▬▬ ▬▬▬ ▬▬ ▬▬ ▬▬▬▬ ▬▬ ▬▬▬ ▬▬▬ ▬▬ ▬▬▬▬ ▬▬ ▬▬▬ ▬▬ ▬▬▬▬ ▬▬ ▬▬▬ ▬ ▬▬▬▬ ▬▬▬ ▬▬ ▬▬ ▬▬▬▬ ▬▬ ▬▬▬ ▬▬▬ ▬▬ ▬▬▬▬ ▬▬ ▬▬▬ ▬▬ ▬▬▬▬ ▬▬ ▬▬▬ ▬ ▬▬▬▬ ▬▬▬ ▬▬ ▬▬ ▬▬▬▬ ▬▬ ▬▬▬ ▬▬▬ ▬▬ ▬▬▬▬ ▬▬ ▬▬▬ ▬▬ ▬▬▬▬ ▬▬ ▬▬▬ ▬ ▬▬▬▬ ▬▬▬ ▬▬ ▬▬ ▬▬▬▬ ▬▬ ▬▬▬ ▬▬▬ ▬▬ ▬▬▬▬ ▬▬ ▬▬▬ ▬▬ ▬▬▬▬ ▬▬ ▬▬▬ ▬ ▬▬▬▬ ▬▬▬ ▬▬ ▬▬ ▬▬▬▬ ▬▬ ▬▬▬ ▬▬▬ ▬▬ ▬▬▬▬ ▬▬ ▬▬▬ ▬▬ ▬▬▬▬ ▬▬ ▬▬▬ ▬ ▬▬▬▬ ▬▬▬ ▬▬ ▬▬ ▬▬▬▬ ▬▬ ▬▬▬ ▬▬▬ ▬▬ ▬▬▬▬ ▬▬ ▬▬▬ [118,633,214,875]
article-1-body-col-1: ▬▬ ▬▬▬ ▬▬ ▬▬▬▬ ▬▬ ▬▬▬ ▬▬ ▬▬▬▬ ▬▬ ▬▬▬ ▬ ▬▬▬▬ ▬▬▬ ▬▬ ▬▬ ▬▬▬▬ ▬▬ ▬▬▬ ▬▬▬ ▬▬ ▬▬▬▬ ▬▬ ▬▬▬ ▬▬ ▬▬▬▬ ▬▬ ▬▬▬ ▬ ▬▬▬▬ ▬▬▬ ▬▬ ▬▬ ▬▬▬▬ ▬▬ ▬▬▬ ▬▬▬ ▬▬ ▬▬▬▬ ▬▬ ▬▬▬ ▬▬ ▬▬▬▬ ▬▬ ▬▬▬ ▬ ▬▬▬▬ ▬▬▬ ▬▬ ▬▬ ▬▬▬▬ ▬▬ ▬▬▬ ▬▬▬ ▬▬ ▬▬▬▬ ▬▬ ▬▬▬ ▬▬ ▬▬▬▬ ▬▬ ▬▬▬ ▬ ▬▬▬▬ ▬▬▬ ▬▬ ▬▬ ▬▬▬▬ ▬▬ ▬▬▬ ▬▬▬ ▬▬ ▬▬▬▬ ▬▬ ▬▬▬ ▬▬ ▬▬▬▬ ▬▬ ▬▬▬ ▬ ▬▬▬▬ ▬▬▬ ▬▬ ▬▬ ▬▬▬▬ ▬▬ ▬▬▬ ▬▬▬ ▬▬ ▬▬▬▬ ▬▬ ▬▬▬ ▬▬ ▬▬▬▬ ▬▬ ▬▬▬ ▬ ▬▬▬▬ ▬▬▬ ▬▬ ▬▬ ▬▬▬▬ ▬▬ ▬▬▬ ▬▬▬ ▬▬ ▬▬▬▬ ▬▬ ▬▬▬ ▬▬ ▬▬▬▬ ▬▬ ▬▬▬ ▬ ▬▬▬▬ ▬▬▬ ▬▬ ▬▬ ▬▬▬▬ ▬▬ ▬▬▬ ▬▬▬ ▬▬ ▬▬▬▬ ▬▬ ▬▬▬ ▬▬ ▬▬▬▬ ▬▬ ▬▬▬ ▬ ▬▬▬▬ ▬▬▬ ▬▬ ▬▬ ▬▬▬▬ ▬▬ ▬▬▬ ▬▬▬ ▬▬ ▬▬▬▬ ▬▬ ▬▬▬ ▬▬ ▬▬▬▬ ▬▬ ▬▬▬ ▬ ▬▬▬▬ ▬▬▬ ▬▬ ▬▬ ▬▬▬▬ ▬▬ ▬▬▬ ▬▬▬ ▬▬ ▬▬▬▬ ▬▬ ▬▬▬ ▬▬ ▬▬▬▬ ▬▬ ▬▬▬ ▬ ▬▬▬▬ ▬▬▬ ▬▬ ▬▬ ▬▬▬▬ ▬▬ ▬▬▬ ▬▬▬ ▬▬ ▬▬▬▬ ▬▬ ▬▬▬ ▬▬ ▬▬▬▬ ▬▬ ▬▬▬ ▬ ▬▬▬▬ ▬▬▬ ▬▬ ▬▬ ▬▬▬▬ ▬▬ ▬▬▬ ▬▬▬ ▬▬ ▬▬▬▬ ▬▬ ▬▬▬ ▬▬ ▬▬▬▬ ▬▬ ▬▬▬ ▬ ▬▬▬▬ ▬▬▬ ▬▬ ▬▬ ▬▬▬▬ ▬▬ ▬▬▬ ▬▬▬ ▬▬ ▬▬▬▬ ▬▬ ▬▬▬ [10,255,100,490]
author-title: 공생나눔가족연구소대표 [451,228,505,234]
article-2-body-col-2: ▬▬ ▬▬▬ ▬▬ ▬▬▬▬ ▬▬ ▬▬▬ ▬▬ ▬▬▬▬ ▬▬ ▬▬▬ ▬ ▬▬▬▬ ▬▬▬ ▬▬ ▬▬ ▬▬▬▬ ▬▬ ▬▬▬ ▬▬▬ ▬▬ ▬▬▬▬ ▬▬ ▬▬▬ ▬▬ ▬▬▬▬ ▬▬ ▬▬▬ ▬ ▬▬▬▬ ▬▬▬ ▬▬ ▬▬ ▬▬▬▬ ▬▬ ▬▬▬ ▬▬▬ ▬▬ ▬▬▬▬ ▬▬ ▬▬▬ ▬▬ ▬▬▬▬ ▬▬ ▬▬▬ ▬ ▬▬▬▬ ▬▬▬ ▬▬ ▬▬ ▬▬▬▬ ▬▬ ▬▬▬ ▬▬▬ ▬▬ ▬▬▬▬ ▬▬ ▬▬▬ ▬▬ ▬▬▬▬ ▬▬ ▬▬▬ ▬ ▬▬▬▬ ▬▬▬ ▬▬ ▬▬ ▬▬▬▬ ▬▬ ▬▬▬ ▬▬▬ ▬▬ ▬▬▬▬ ▬▬ ▬▬▬ ▬▬ ▬▬▬▬ ▬▬ ▬▬▬ ▬ ▬▬▬▬ ▬▬▬ ▬▬ ▬▬ ▬▬▬▬ ▬▬ ▬▬▬ ▬▬▬ ▬▬ ▬▬▬▬ ▬▬ ▬▬▬ ▬▬ ▬▬▬▬ ▬▬ ▬▬▬ ▬ ▬▬▬▬ ▬▬▬ ▬▬ ▬▬ ▬▬▬▬ ▬▬ ▬▬▬ ▬▬▬ ▬▬ ▬▬▬▬ ▬▬ ▬▬▬ ▬▬ ▬▬▬▬ ▬▬ ▬▬▬ ▬ ▬▬▬▬ ▬▬▬ ▬▬ ▬▬ ▬▬▬▬ ▬▬ ▬▬▬ ▬▬▬ ▬▬ ▬▬▬▬ ▬▬ ▬▬▬ ▬▬ ▬▬▬▬ ▬▬ ▬▬▬ ▬ ▬▬▬▬ ▬▬▬ ▬▬ ▬▬ ▬▬▬▬ ▬▬ ▬▬▬ ▬▬▬ ▬▬ ▬▬▬▬ ▬▬ ▬▬▬ ▬▬ ▬▬▬▬ ▬▬ ▬▬▬ ▬ ▬▬▬▬ ▬▬▬ ▬▬ ▬▬ ▬▬▬▬ ▬▬ ▬▬▬ ▬▬▬ ▬▬ ▬▬▬▬ ▬▬ ▬▬▬ ▬▬ ▬▬▬▬ ▬▬ ▬▬▬ ▬ ▬▬▬▬ ▬▬▬ ▬▬ ▬▬ ▬▬▬▬ ▬▬ ▬▬▬ ▬▬▬ ▬▬ ▬▬▬▬ ▬▬ ▬▬▬ ▬▬ ▬▬▬▬ ▬▬ ▬▬▬ ▬ ▬▬▬▬ ▬▬▬ ▬▬ ▬▬ ▬▬▬▬ ▬▬ ▬▬▬ ▬▬▬ ▬▬ ▬▬▬▬ ▬▬ ▬▬▬ ▬▬ ▬▬▬▬ ▬▬ ▬▬▬ ▬ ▬▬▬▬ ▬▬▬ ▬▬ ▬▬ ▬▬▬▬ ▬▬ ▬▬▬ ▬▬▬ ▬▬ ▬▬▬▬ ▬▬ ▬▬▬ ▬▬ ▬▬▬▬ ▬▬ ▬▬▬ ▬ ▬▬▬▬ ▬▬▬ ▬▬ ▬▬ ▬▬▬▬ ▬▬ ▬▬▬ ▬▬▬ ▬▬ ▬▬▬▬ ▬▬ ▬▬▬ ▬▬ ▬▬▬▬ ▬▬ ▬▬▬ ▬ ▬▬▬▬ ▬▬▬ ▬▬ ▬▬ ▬▬▬▬ ▬▬ ▬▬▬ ▬▬▬ ▬▬ ▬▬▬▬ ▬▬ ▬▬▬ [540,131,636,388]
reference-note: (참고서적) 박찬 저 (사)리더와 한반도통일동북 나 루 최재형 _ 3배이어 지식에게래 베리그귀 사우진 | ~ 위원경분야 [한국민족운동의사연 구]. 한국독립운동사연구] [338,518,422,570]
article-3-body-col-4: ▬▬ ▬▬▬ ▬▬ ▬▬▬▬ ▬▬ ▬▬▬ ▬▬ ▬▬▬▬ ▬▬ ▬▬▬ ▬ ▬▬▬▬ ▬▬▬ ▬▬ ▬▬ ▬▬▬▬ ▬▬ ▬▬▬ ▬▬▬ ▬▬ ▬▬▬▬ ▬▬ ▬▬▬ ▬▬ ▬▬▬▬ ▬▬ ▬▬▬ ▬ ▬▬▬▬ ▬▬▬ ▬▬ ▬▬ ▬▬▬▬ ▬▬ ▬▬▬ ▬▬▬ ▬▬ ▬▬▬▬ ▬▬ ▬▬▬ ▬▬ ▬▬▬▬ ▬▬ ▬▬▬ ▬ ▬▬▬▬ ▬▬▬ ▬▬ ▬▬ ▬▬▬▬ ▬▬ ▬▬▬ ▬▬▬ ▬▬ ▬▬▬▬ ▬▬ ▬▬▬ ▬▬ ▬▬▬▬ ▬▬ ▬▬▬ ▬ ▬▬▬▬ ▬▬▬ ▬▬ ▬▬ ▬▬▬▬ ▬▬ ▬▬▬ ▬▬▬ ▬▬ ▬▬▬▬ ▬▬ ▬▬▬ ▬▬ ▬▬▬▬ ▬▬ ▬▬▬ ▬ ▬▬▬▬ ▬▬▬ ▬▬ ▬▬ ▬▬▬▬ ▬▬ ▬▬▬ ▬▬▬ ▬▬ ▬▬▬▬ ▬▬ ▬▬▬ ▬▬ ▬▬▬▬ ▬▬ ▬▬▬ ▬ ▬▬▬▬ ▬▬▬ ▬▬ ▬▬ ▬▬▬▬ ▬▬ ▬▬▬ ▬▬▬ ▬▬ ▬▬▬▬ ▬▬ ▬▬▬ ▬▬ ▬▬▬▬ ▬▬ ▬▬▬ ▬ ▬▬▬▬ ▬▬▬ ▬▬ ▬▬ ▬▬▬▬ ▬▬ ▬▬▬ ▬▬▬ ▬▬ ▬▬▬▬ ▬▬ ▬▬▬ ▬▬ ▬▬▬▬ ▬▬ ▬▬▬ ▬ ▬▬▬▬ ▬▬▬ ▬▬ ▬▬ ▬▬▬▬ ▬▬ ▬▬▬ ▬▬▬ ▬▬ ▬▬▬▬ ▬▬ ▬▬▬ ▬▬ ▬▬▬▬ ▬▬ ▬▬▬ ▬ ▬▬▬▬ ▬▬▬ ▬▬ ▬▬ ▬▬▬▬ ▬▬ ▬▬▬ ▬▬▬ ▬▬ ▬▬▬▬ ▬▬ ▬▬▬ ▬▬ ▬▬▬▬ ▬▬ ▬▬▬ ▬ ▬▬▬▬ ▬▬▬ ▬▬ ▬▬ ▬▬▬▬ ▬▬ ▬▬▬ ▬▬▬ ▬▬ ▬▬▬▬ ▬▬ ▬▬▬ ▬▬ ▬▬▬▬ ▬▬ ▬▬▬ ▬ ▬▬▬▬ ▬▬▬ ▬▬ ▬▬ ▬▬▬▬ ▬▬ ▬▬▬ ▬▬▬ ▬▬ ▬▬▬▬ ▬▬ ▬▬▬ ▬▬ ▬▬▬▬ ▬▬ ▬▬▬ ▬ ▬▬▬▬ ▬▬▬ ▬▬ ▬▬ ▬▬▬▬ ▬▬ ▬▬▬ ▬▬▬ ▬▬ ▬▬▬▬ ▬▬ ▬▬▬ ▬▬ ▬▬▬▬ ▬▬ ▬▬▬ ▬ ▬▬▬▬ ▬▬▬ ▬▬ ▬▬ ▬▬▬▬ ▬▬ ▬▬▬ ▬▬▬ ▬▬ ▬▬▬▬ ▬▬ ▬▬▬ ▬▬ ▬▬▬▬ ▬▬ ▬▬▬ ▬ ▬▬▬▬ ▬▬▬ ▬▬ ▬▬ ▬▬▬▬ ▬▬ ▬▬▬ ▬▬▬ ▬▬ ▬▬▬▬ ▬▬ ▬▬▬ ▬▬ ▬▬▬▬ ▬▬ ▬▬▬ ▬ ▬▬▬▬ ▬▬▬ ▬▬ ▬▬ ▬▬▬▬ ▬▬ ▬▬▬ ▬▬▬ ▬▬ ▬▬▬▬ ▬▬ ▬▬▬ [330,633,426,905]
article-2-headline: 3세 이전 교육이 대학 교육보다 중하다 [533,110,738,124]
article-1-headline [64,46,419,114]
article-1 [4,22,424,597]
masthead-rule [4,20,746,21]
author-name: 김영희 [466,217,490,226]
issue-date: 2022년 5월 24일(화) 제66호 [38,9,125,17]
